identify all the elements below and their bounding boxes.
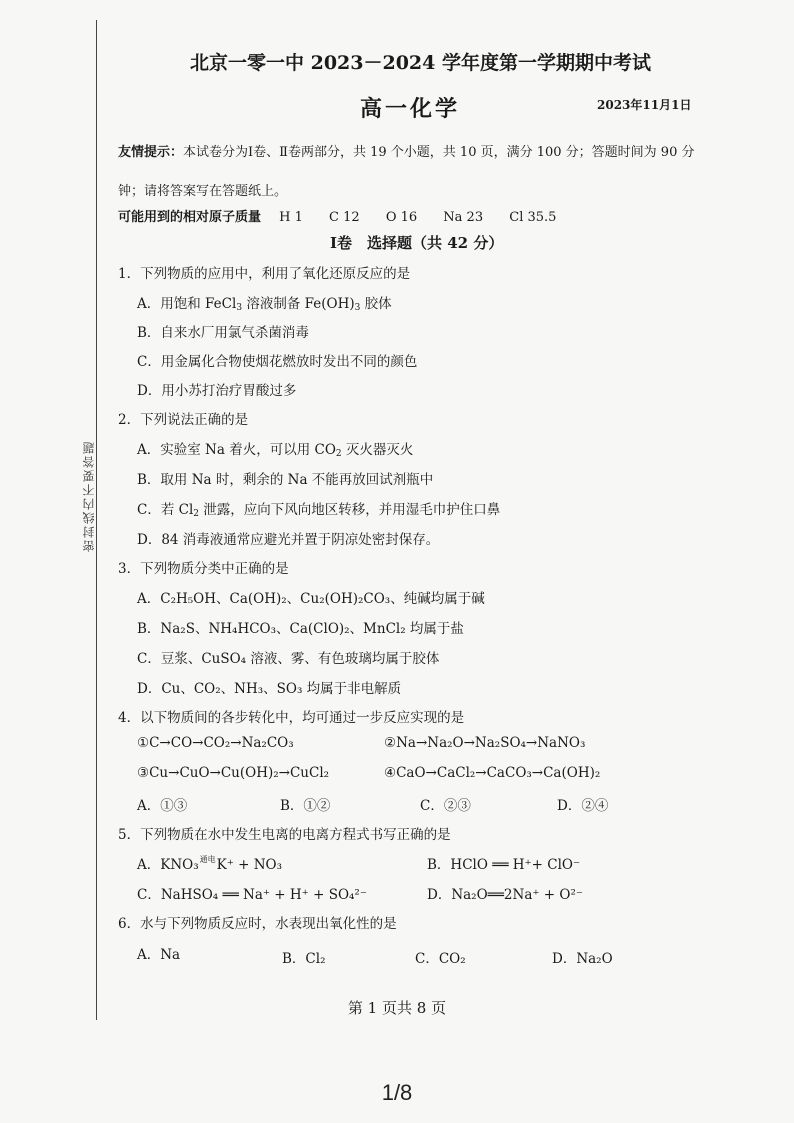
question-5-option-b: B．HClO ══ H⁺+ ClO⁻ <box>427 857 581 873</box>
exam-title: 北京一零一中 2023－2024 学年度第一学期期中考试 <box>190 52 651 74</box>
text: K⁺ + NO₃ <box>216 857 283 873</box>
text: A．用饱和 FeCl <box>137 296 237 312</box>
question-4-stem: 4．以下物质间的各步转化中，均可通过一步反应实现的是 <box>118 710 465 726</box>
mass-item: O 16 <box>385 210 418 225</box>
notice-label: 友情提示： <box>118 145 184 160</box>
question-2-stem: 2．下列说法正确的是 <box>118 412 249 428</box>
text: 灭火器灭火 <box>341 442 414 458</box>
question-5-option-a <box>137 853 282 873</box>
section-title: Ⅰ卷 选择题（共 42 分） <box>330 234 504 252</box>
question-5-option-d: D．Na₂O══2Na⁺ + O²⁻ <box>427 887 583 903</box>
question-4-option-a: A．①③ <box>137 798 188 814</box>
question-1-stem: 1．下列物质的应用中，利用了氧化还原反应的是 <box>118 266 411 282</box>
question-2-option-d: D．84 消毒液通常应避光并置于阴凉处密封保存。 <box>137 532 440 548</box>
question-4-option-c: C．②③ <box>420 798 471 814</box>
mass-item: C 12 <box>329 210 360 225</box>
question-3-option-a: A．C₂H₅OH、Ca(OH)₂、Cu₂(OH)₂CO₃、纯碱均属于碱 <box>137 591 485 607</box>
question-6-stem: 6．水与下列物质反应时，水表现出氧化性的是 <box>118 916 397 932</box>
text: A．实验室 Na 着火，可以用 CO <box>137 442 336 458</box>
question-4-option-d: D．②④ <box>557 798 609 814</box>
question-6-option-b: B．Cl₂ <box>282 951 326 967</box>
question-5-option-c: C．NaHSO₄ ══ Na⁺ + H⁺ + SO₄²⁻ <box>137 887 367 903</box>
question-4-route-3: ③Cu→CuO→Cu(OH)₂→CuCl₂ <box>137 765 330 781</box>
subscript: 2 <box>193 509 200 519</box>
text: C．若 Cl <box>137 502 194 518</box>
exam-subject: 高一化学 <box>360 96 461 122</box>
question-4-route-1: ①C→CO→CO₂→Na₂CO₃ <box>137 735 294 751</box>
question-1-option-b: B．自来水厂用氯气杀菌消毒 <box>137 325 309 341</box>
question-1-option-c: C．用金属化合物使烟花燃放时发出不同的颜色 <box>137 354 418 370</box>
mass-item: H 1 <box>279 210 303 225</box>
subscript: 3 <box>354 303 361 313</box>
question-4-option-b: B．①② <box>280 798 331 814</box>
page-footer: 第 1 页共 8 页 <box>347 999 447 1017</box>
masses-label: 可能用到的相对原子质量 <box>118 210 262 225</box>
atomic-masses <box>118 206 578 225</box>
side-seal-note: 密封线内不要答题 <box>82 440 96 552</box>
subscript: 2 <box>335 449 342 459</box>
question-2-option-a <box>137 438 413 459</box>
mass-item: Cl 35.5 <box>509 210 557 225</box>
text: 泄露，应向下风向地区转移，并用湿毛巾护住口鼻 <box>199 502 501 518</box>
exam-date: 2023年11月1日 <box>597 98 692 112</box>
mass-item: Na 23 <box>443 210 484 225</box>
text: 溶液制备 Fe(OH) <box>242 296 355 312</box>
subscript: 3 <box>236 303 243 313</box>
question-2-option-b: B．取用 Na 时，剩余的 Na 不能再放回试剂瓶中 <box>137 472 434 488</box>
question-3-option-c: C．豆浆、CuSO₄ 溶液、雾、有色玻璃均属于胶体 <box>137 651 440 667</box>
question-6-option-c: C．CO₂ <box>415 951 466 967</box>
exam-notice <box>118 133 708 211</box>
question-3-stem: 3．下列物质分类中正确的是 <box>118 561 289 577</box>
question-1-option-a <box>137 292 392 313</box>
question-3-option-b: B．Na₂S、NH₄HCO₃、Ca(ClO)₂、MnCl₂ 均属于盐 <box>137 621 464 637</box>
text: 胶体 <box>360 296 392 312</box>
notice-text: 本试卷分为Ⅰ卷、Ⅱ卷两部分，共 19 个小题，共 10 页，满分 100 分；答题时间为 90 分钟；请将答案写在答题纸上。 <box>118 145 695 199</box>
question-3-option-d: D．Cu、CO₂、NH₃、SO₃ 均属于非电解质 <box>137 681 402 697</box>
question-1-option-d: D．用小苏打治疗胃酸过多 <box>137 383 297 399</box>
condition-label: 通电 <box>199 855 216 864</box>
question-6-option-d: D．Na₂O <box>552 951 613 967</box>
text: A．KNO₃ <box>137 857 199 873</box>
question-2-option-c <box>137 498 500 519</box>
question-4-route-4: ④CaO→CaCl₂→CaCO₃→Ca(OH)₂ <box>384 765 601 781</box>
question-6-option-a: A．Na <box>137 947 181 963</box>
page-indicator: 1/8 <box>381 1080 413 1105</box>
question-4-route-2: ②Na→Na₂O→Na₂SO₄→NaNO₃ <box>384 735 586 751</box>
question-5-stem: 5．下列物质在水中发生电离的电离方程式书写正确的是 <box>118 827 451 843</box>
